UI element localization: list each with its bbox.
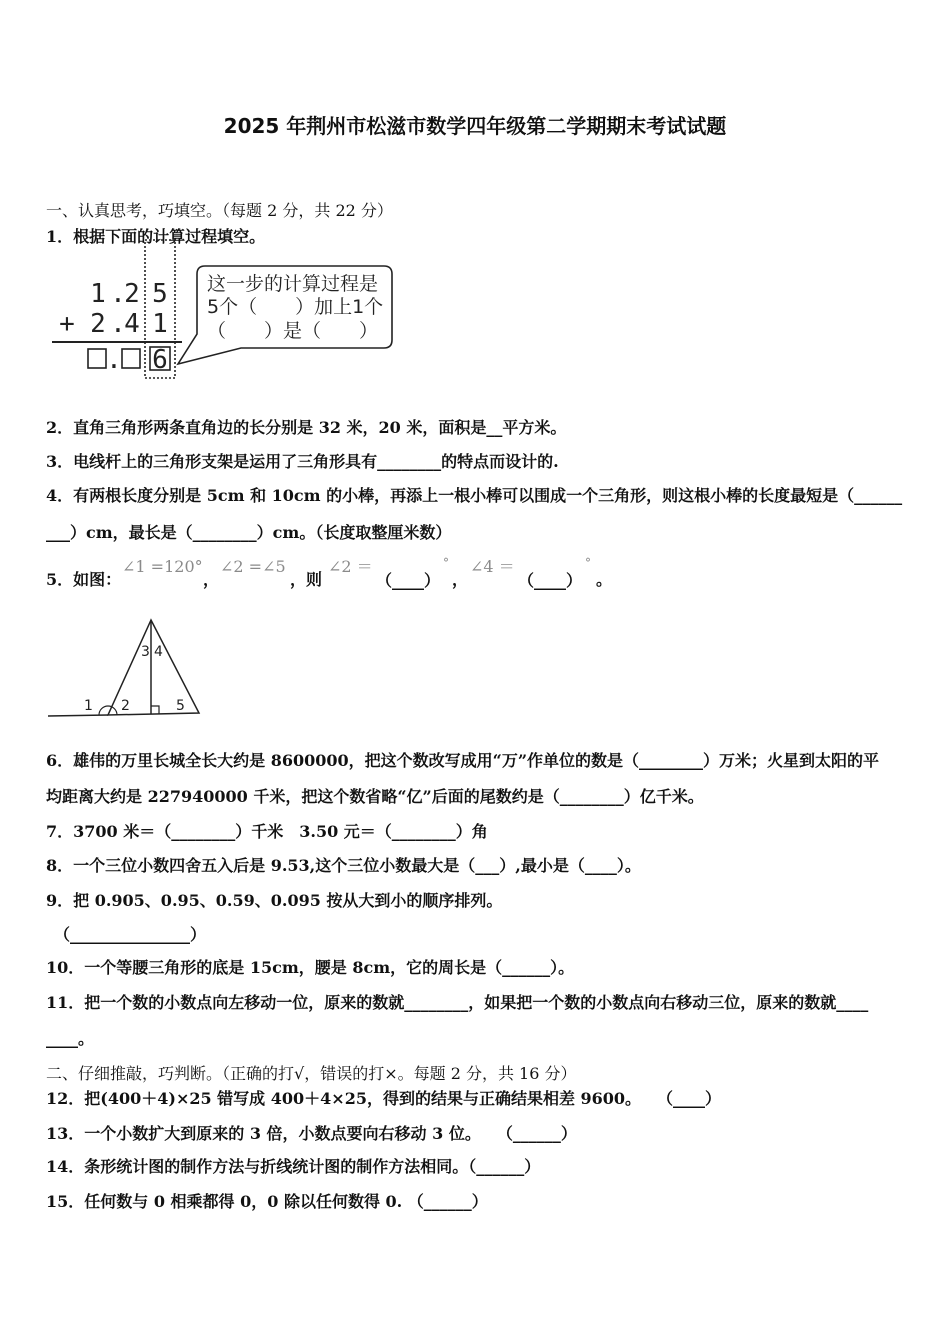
ground-line bbox=[48, 715, 108, 716]
angle-label-3: 3 bbox=[141, 644, 150, 660]
answer-blank: （____） bbox=[518, 571, 583, 590]
angle-label-4: 4 bbox=[154, 644, 163, 660]
section2-heading: 二、仔细推敲，巧判断。（正确的打√，错误的打×。每题 2 分，共 16 分） bbox=[46, 1064, 577, 1083]
question-9-answer-blank: （_______________） bbox=[54, 925, 207, 944]
period: 。 bbox=[596, 570, 613, 589]
question-12: 12．把(400＋4)×25 错写成 400＋4×25，得到的结果与正确结果相差 9600。 （____） bbox=[46, 1089, 722, 1108]
question-13: 13．一个小数扩大到原来的 3 倍，小数点要向右移动 3 位。 （______） bbox=[46, 1124, 577, 1143]
question-4: 4．有两根长度分别是 5cm 和 10cm 的小棒，再添上一根小棒可以围成一个三角形，则这根小棒的长度最短是（______ bbox=[46, 486, 903, 505]
formula-angle2-eq-angle5: ∠2 =∠5 bbox=[220, 557, 286, 576]
angle-label-1: 1 bbox=[84, 698, 93, 714]
question-2: 2．直角三角形两条直角边的长分别是 32 米，20 米，面积是__平方米。 bbox=[46, 418, 567, 437]
bubble-line: 5个（ ）加上1个 bbox=[207, 296, 384, 318]
result-point: . bbox=[106, 345, 122, 375]
result-empty-box bbox=[88, 349, 106, 368]
plus-sign: + bbox=[59, 309, 75, 339]
question-8: 8．一个三位小数四舍五入后是 9.53,这个三位小数最大是（___）,最小是（____）。 bbox=[46, 856, 641, 875]
result-digit: 6 bbox=[152, 345, 168, 375]
answer-blank: （____） bbox=[376, 571, 441, 590]
question-4-continued: ___）cm，最长是（________）cm。（长度取整厘米数） bbox=[46, 523, 452, 542]
question-11-continued: ____。 bbox=[46, 1029, 95, 1048]
angle-label-2: 2 bbox=[121, 698, 130, 714]
comma: ， bbox=[203, 570, 220, 589]
formula-angle1: ∠1 =120° bbox=[122, 557, 203, 576]
triangle-figure bbox=[46, 612, 206, 724]
then-text: ，则 bbox=[290, 570, 323, 589]
angle-label-5: 5 bbox=[176, 698, 185, 714]
result-empty-box bbox=[122, 349, 140, 368]
addition-figure bbox=[46, 238, 396, 383]
question-6-continued: 均距离大约是 227940000 千米，把这个数省略“亿”后面的尾数约是（________）亿千米。 bbox=[46, 787, 704, 806]
section1-heading: 一、认真思考，巧填空。（每题 2 分，共 22 分） bbox=[46, 201, 393, 220]
right-angle-mark bbox=[151, 706, 159, 714]
comma: ， bbox=[452, 570, 469, 589]
addend1-digit: 2 bbox=[124, 279, 140, 309]
bubble-line: 这一步的计算过程是 bbox=[207, 273, 379, 295]
question-7: 7．3700 米＝（________）千米 3.50 元＝（________）角 bbox=[46, 822, 488, 841]
addend1-point: . bbox=[110, 279, 126, 309]
question-5-prefix: 5．如图： bbox=[46, 570, 122, 589]
degree-symbol: ° bbox=[443, 556, 449, 570]
degree-symbol: ° bbox=[585, 556, 591, 570]
addend2-point: . bbox=[110, 309, 126, 339]
question-9: 9．把 0.905、0.95、0.59、0.095 按从大到小的顺序排列。 bbox=[46, 891, 503, 910]
question-10: 10．一个等腰三角形的底是 15cm，腰是 8cm，它的周长是（______）。 bbox=[46, 958, 575, 977]
question-11: 11．把一个数的小数点向左移动一位，原来的数就________，如果把一个数的小数点向右移动三位，原来的数就____ bbox=[46, 993, 869, 1012]
page-title: 2025 年荆州市松滋市数学四年级第二学期期末考试试题 bbox=[223, 114, 727, 138]
question-6: 6．雄伟的万里长城全长大约是 8600000，把这个数改写成用“万”作单位的数是（________）万米；火星到太阳的平 bbox=[46, 751, 880, 770]
addend2-digit: 2 bbox=[90, 309, 106, 339]
question-1: 1．根据下面的计算过程填空。 bbox=[46, 227, 266, 246]
question-14: 14．条形统计图的制作方法与折线统计图的制作方法相同。（______） bbox=[46, 1157, 541, 1176]
formula-angle4-ask: ∠4 ＝ bbox=[470, 557, 515, 576]
addend2-digit: 4 bbox=[124, 309, 140, 339]
formula-angle2-ask: ∠2 ＝ bbox=[328, 557, 373, 576]
addend2-digit: 1 bbox=[152, 309, 168, 339]
question-3: 3．电线杆上的三角形支架是运用了三角形具有________的特点而设计的. bbox=[46, 452, 559, 471]
addend1-digit: 1 bbox=[90, 279, 106, 309]
bubble-line: （ ）是（ ） bbox=[207, 320, 379, 342]
question-15: 15．任何数与 0 相乘都得 0，0 除以任何数得 0. （______） bbox=[46, 1192, 488, 1211]
addend1-digit: 5 bbox=[152, 279, 168, 309]
